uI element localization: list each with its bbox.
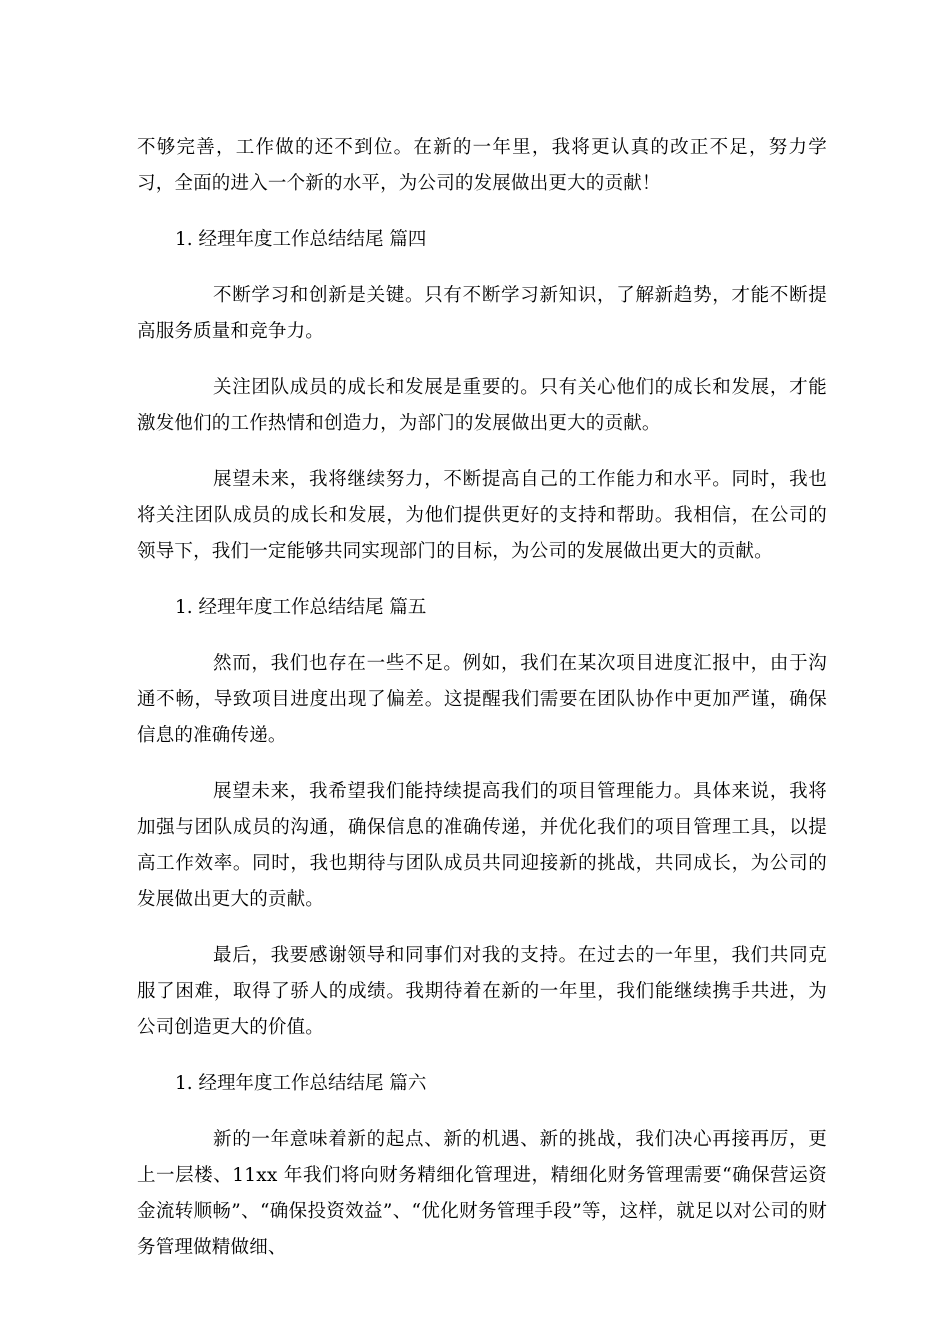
- section-heading-part-5: 1. 经理年度工作总结结尾 篇五: [175, 597, 427, 618]
- paragraph: 新的一年意味着新的起点、新的机遇、新的挑战，我们决心再接再厉，更上一层楼、11xx 年我们将向财务精细化管理进，精细化财务管理需要“确保营运资金流转顺畅”、“确保投资效益”、“优化财务管理手段”等，这样，就足以对公司的财务管理做精做细、: [137, 1129, 827, 1258]
- paragraph: 展望未来，我将继续努力，不断提高自己的工作能力和水平。同时，我也将关注团队成员的成长和发展，为他们提供更好的支持和帮助。我相信，在公司的领导下，我们一定能够共同实现部门的目标，为公司的发展做出更大的贡献。: [137, 469, 827, 562]
- document-body: [137, 130, 827, 1266]
- paragraph: 展望未来，我希望我们能持续提高我们的项目管理能力。具体来说，我将加强与团队成员的沟通，确保信息的准确传递，并优化我们的项目管理工具，以提高工作效率。同时，我也期待与团队成员共同迎接新的挑战，共同成长，为公司的发展做出更大的贡献。: [137, 781, 827, 910]
- paragraph: 关注团队成员的成长和发展是重要的。只有关心他们的成长和发展，才能激发他们的工作热情和创造力，为部门的发展做出更大的贡献。: [137, 377, 827, 434]
- paragraph: 不断学习和创新是关键。只有不断学习新知识，了解新趋势，才能不断提高服务质量和竞争力。: [137, 285, 827, 342]
- section-heading-part-4: 1. 经理年度工作总结结尾 篇四: [175, 229, 427, 250]
- paragraph: 最后，我要感谢领导和同事们对我的支持。在过去的一年里，我们共同克服了困难，取得了骄人的成绩。我期待着在新的一年里，我们能继续携手共进，为公司创造更大的价值。: [137, 945, 827, 1038]
- section-heading-part-6: 1. 经理年度工作总结结尾 篇六: [175, 1073, 427, 1094]
- paragraph-intro-continuation: 不够完善，工作做的还不到位。在新的一年里，我将更认真的改正不足，努力学习，全面的进入一个新的水平，为公司的发展做出更大的贡献！: [137, 137, 827, 194]
- paragraph: 然而，我们也存在一些不足。例如，我们在某次项目进度汇报中，由于沟通不畅，导致项目进度出现了偏差。这提醒我们需要在团队协作中更加严谨，确保信息的准确传递。: [137, 653, 827, 746]
